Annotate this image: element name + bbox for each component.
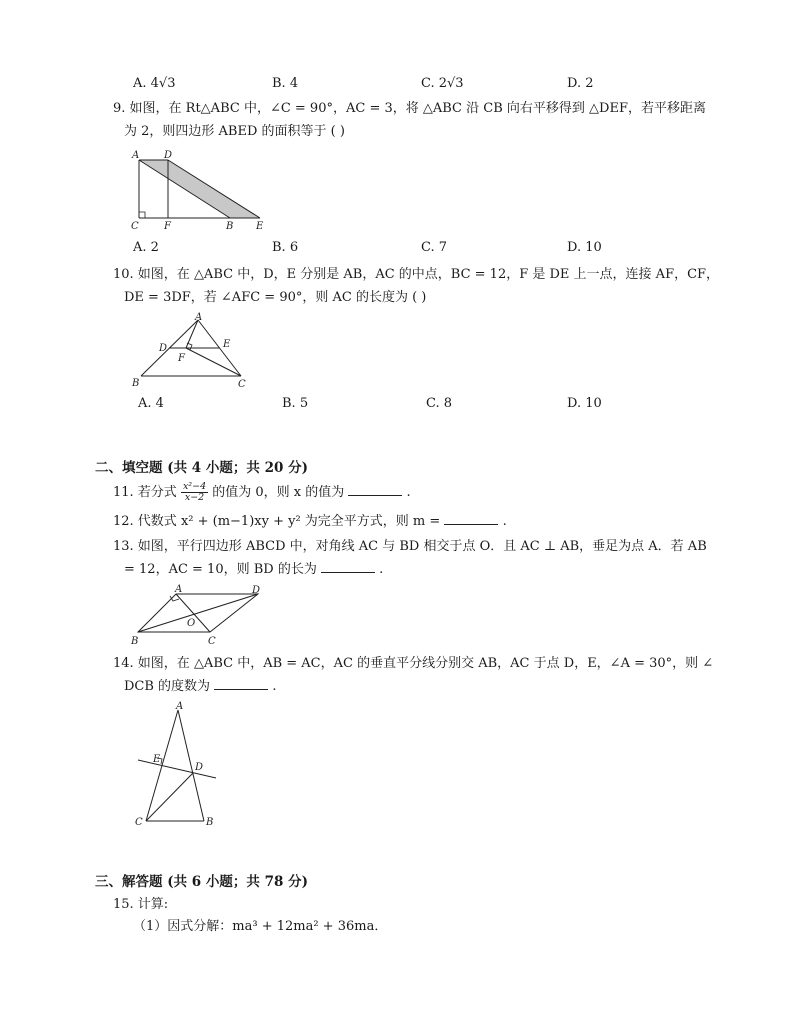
q10-option-b: B. 5 [282, 396, 309, 411]
label-A: A [175, 584, 183, 595]
label-A: A [176, 701, 184, 712]
q12 [113, 512, 507, 532]
q10-option-a: A. 4 [138, 396, 164, 411]
label-F: F [178, 353, 185, 364]
label-F: F [164, 221, 171, 232]
q12-end: . [502, 514, 507, 529]
q11-end: . [406, 485, 411, 500]
q9-option-d: D. 10 [567, 240, 602, 255]
label-B: B [131, 636, 139, 647]
label-E: E [256, 221, 264, 232]
q13-line2-wrap [124, 560, 383, 580]
q9-line2: 为 2，则四边形 ABED 的面积等于 ( ) [124, 124, 345, 139]
q12-answer-blank[interactable] [444, 512, 498, 525]
q10-figure [128, 310, 258, 392]
section-2-heading: 二、填空题 (共 4 小题；共 20 分) [95, 460, 308, 476]
q11 [113, 482, 411, 503]
q8-option-d: D. 2 [567, 76, 594, 91]
q13-line1: 13. 如图，平行四边形 ABCD 中，对角线 AC 与 BD 相交于点 O．且 AC ⊥ AB，垂足为点 A．若 AB [113, 539, 707, 554]
label-B: B [206, 817, 214, 828]
label-C: C [131, 221, 139, 232]
q14-line1: 14. 如图，在 △ABC 中，AB = AC，AC 的垂直平分线分别交 AB，AC 于点 D，E，∠A = 30°，则 ∠ [113, 656, 714, 671]
label-D: D [195, 762, 204, 773]
q10-option-c: C. 8 [426, 396, 453, 411]
label-A: A [132, 150, 140, 161]
q13-answer-blank[interactable] [321, 560, 375, 573]
q13-line2: = 12，AC = 10，则 BD 的长为 [124, 562, 317, 577]
label-C: C [238, 379, 246, 390]
q11-prefix: 11. 若分式 [113, 485, 177, 500]
section-3-heading: 三、解答题 (共 6 小题；共 78 分) [95, 874, 308, 890]
q13-figure [128, 582, 268, 650]
label-D: D [159, 343, 168, 354]
q10-line1: 10. 如图，在 △ABC 中，D，E 分别是 AB，AC 的中点，BC = 12，F 是 DE 上一点，连接 AF，CF， [113, 267, 720, 282]
label-E: E [153, 754, 161, 765]
q8-option-a: A. 4√3 [133, 76, 176, 91]
q14-line2: DCB 的度数为 [124, 679, 211, 694]
q14-line2-wrap [124, 677, 276, 697]
q9-figure [128, 148, 273, 233]
q11-numerator: x²−4 [182, 481, 207, 492]
label-E: E [223, 339, 231, 350]
q11-denominator: x−2 [184, 492, 205, 503]
q9-option-b: B. 6 [272, 240, 299, 255]
label-B: B [226, 221, 234, 232]
label-B: B [132, 378, 140, 389]
q9-option-a: A. 2 [133, 240, 159, 255]
q8-option-b: B. 4 [272, 76, 299, 91]
q11-suffix: 的值为 0，则 x 的值为 [212, 485, 345, 500]
q15-part1: （1）因式分解：ma³ + 12ma² + 36ma． [133, 919, 388, 934]
q12-text: 12. 代数式 x² + (m−1)xy + y² 为完全平方式，则 m = [113, 514, 441, 529]
q14-figure [128, 700, 228, 830]
q8-option-c: C. 2√3 [421, 76, 464, 91]
q15-title: 15. 计算: [113, 897, 169, 912]
label-C: C [135, 817, 143, 828]
q11-answer-blank[interactable] [348, 483, 402, 496]
label-C: C [208, 636, 216, 647]
label-D: D [164, 150, 173, 161]
q13-end: . [379, 562, 384, 577]
q9-option-c: C. 7 [421, 240, 448, 255]
q10-option-d: D. 10 [567, 396, 602, 411]
shaded-region [139, 160, 260, 218]
q14-answer-blank[interactable] [214, 677, 268, 690]
q11-fraction [181, 482, 208, 503]
label-O: O [187, 618, 196, 629]
label-A: A [195, 312, 203, 323]
label-D: D [252, 585, 261, 596]
q14-end: . [272, 679, 277, 694]
q10-line2: DE = 3DF，若 ∠AFC = 90°，则 AC 的长度为 ( ) [124, 290, 427, 305]
q9-line1: 9. 如图，在 Rt△ABC 中，∠C = 90°，AC = 3，将 △ABC 沿 CB 向右平移得到 △DEF，若平移距离 [113, 101, 706, 116]
